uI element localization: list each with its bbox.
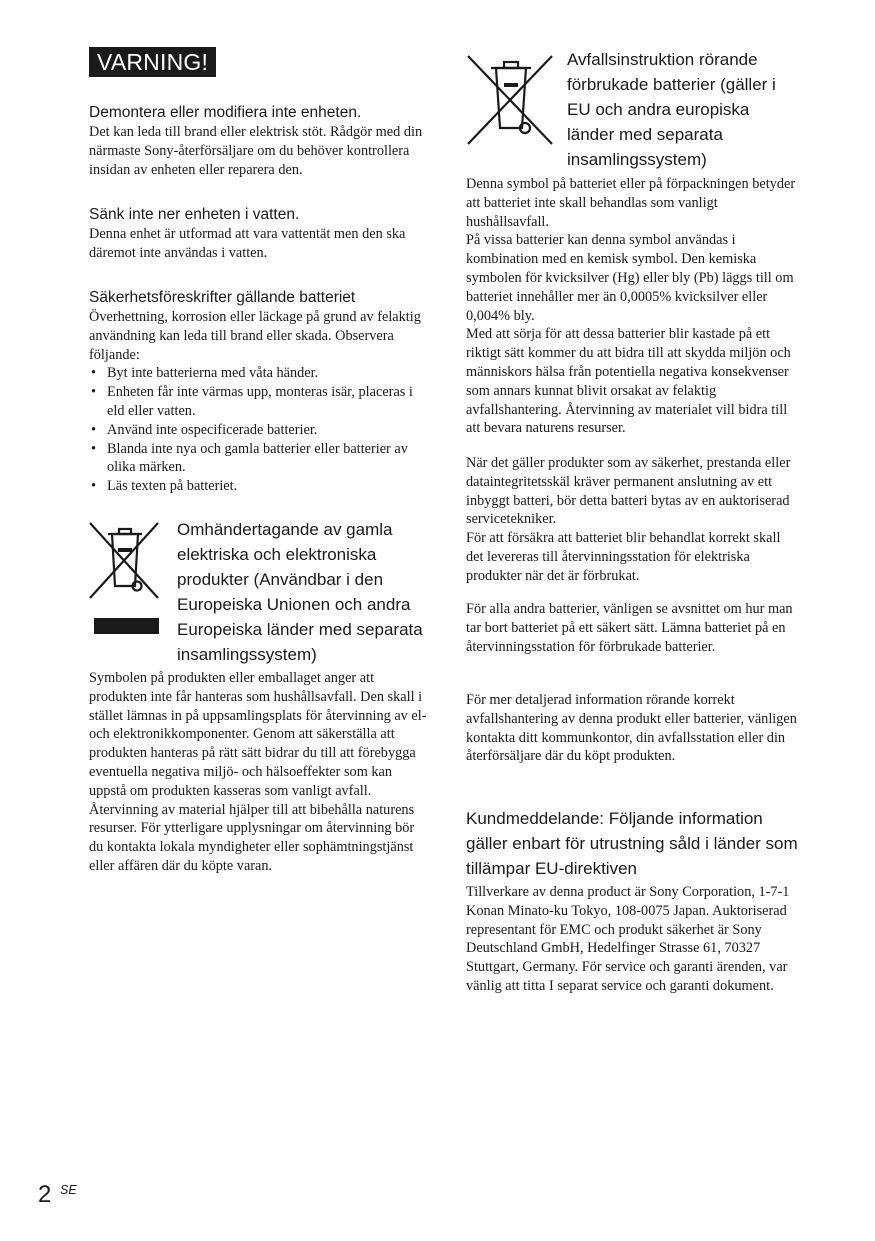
section-body: Denna enhet är utformad att vara vattentät men den ska däremot inte användas i vatten.: [89, 226, 406, 261]
battery-disposal-heading: Avfallsinstruktion rörande förbrukade batterier (gäller i EU och andra europiska länder med separata insamlingssystem): [567, 50, 776, 169]
bullet-list: [89, 364, 427, 496]
bullet-item: • Använd inte ospecificerade batterier.: [89, 421, 427, 440]
bullet-item: • Enheten får inte värmas upp, monteras isär, placeras i eld eller vatten.: [89, 383, 427, 421]
section-body: När det gäller produkter som av säkerhet, prestanda eller dataintegritetsskäl kräver permanent anslutning av ett inbyggt batteri, bör detta batteri bytas av en auktoriserad servicetekniker. För att försäkra att batteriet blir behandlat korrekt skall det levereras till återvinningsstation för elektriska produkter när det är förbrukat.: [466, 455, 791, 584]
warning-badge: VARNING!: [89, 47, 216, 77]
section-battery-disposal: [466, 175, 800, 438]
section-heading: Säkerhetsföreskrifter gällande batteriet: [89, 289, 356, 306]
section-heading: Sänk inte ner enheten i vatten.: [89, 206, 300, 223]
section-body: Tillverkare av denna product är Sony Corporation, 1-7-1 Konan Minato-ku Tokyo, 108-0075 Japan. Auktoriserad representant för EMC och produkt säkerhet är Sony Deutschland GmbH, Hedelfinger Strasse 61, 70327 Stuttgart, Germany. För service och garanti ärenden, var vänlig att titta I separat service och garanti dokument.: [466, 884, 790, 994]
bullet-item: • Blanda inte nya och gamla batterier eller batterier av olika märken.: [89, 440, 427, 478]
weee-heading: Omhändertagande av gamla elektriska och elektroniska produkter (Användbar i den Europeiska Unionen och andra Europeiska länder med separata insamlingssystem): [177, 520, 423, 664]
section-body: Det kan leda till brand eller elektrisk stöt. Rådgör med din närmaste Sony-återförsäljare om du behöver kontrollera insidan av enheten eller reparera den.: [89, 124, 423, 178]
bullet-item: • Byt inte batterierna med våta händer.: [89, 364, 427, 383]
page-language: SE: [60, 1183, 77, 1197]
section-water: [89, 205, 429, 263]
section-disassembly: [89, 103, 429, 179]
section-heading: Kundmeddelande: Följande information gäller enbart för utrustning såld i länder som tillämpar EU-direktiven: [466, 809, 798, 878]
section-heading: Demontera eller modifiera inte enheten.: [89, 104, 362, 121]
page-number: 2: [38, 1181, 52, 1208]
section-more-info: [466, 691, 800, 766]
section-other-batteries: [466, 600, 800, 656]
section-battery-safety: [89, 288, 427, 496]
section-body: För alla andra batterier, vänligen se avsnittet om hur man tar bort batteriet på ett säkert sätt. Lämna batteriet på en återvinningsstation för förbrukade batterier.: [466, 601, 793, 655]
weee-bin-with-bar-icon: [88, 520, 162, 636]
battery-bin-icon: [466, 54, 556, 146]
section-body: Överhettning, korrosion eller läckage på grund av felaktig användning kan leda till brand eller skada. Observera följande:: [89, 309, 421, 363]
section-weee: [89, 669, 429, 876]
section-customer-notice: [466, 806, 800, 996]
section-builtin-battery: [466, 454, 800, 586]
section-body: För mer detaljerad information rörande korrekt avfallshantering av denna produkt eller batterier, vänligen kontakta ditt kommunkontor, din avfallsstation eller din återförsäljare där du köpt produkten.: [466, 692, 797, 765]
bullet-item: • Läs texten på batteriet.: [89, 477, 427, 496]
section-body: Symbolen på produkten eller emballaget anger att produkten inte får hanteras som hushållsavfall. Den skall i stället lämnas in på uppsamlingsplats för återvinning av el- och elektronikkomponenter. Genom att säkerställa att produkten hanteras på rätt sätt bidrar du till att förebygga eventuella negativa miljö- och hälsoeffekter som kan uppstå om produkten kasseras som vanligt avfall. Återvinning av material hjälper till att bibehålla naturens resurser. För ytterligare upplysningar om återvinning bör du kontakta lokala myndigheter eller sophämtningstjänst eller affären där du köpte varan.: [89, 670, 427, 874]
section-body: Denna symbol på batteriet eller på förpackningen betyder att batteriet inte skall behandlas som vanligt hushållsavfall. På vissa batterier kan denna symbol användas i kombination med en kemisk symbol. Den kemiska symbolen för kvicksilver (Hg) eller bly (Pb) läggs till om batteriet innehåller mer än 0,0005% kvicksilver eller 0,004% bly. Med att sörja för att dessa batterier blir kastade på ett riktigt sätt kommer du att bidra till att skydda miljön och människors hälsa från potentiella negativa konsekvenser som annars kunnat blivit orsakat av felaktig avfallshantering. Återvinning av materialet vill bidra till att bevara naturens resurser.: [466, 176, 796, 437]
